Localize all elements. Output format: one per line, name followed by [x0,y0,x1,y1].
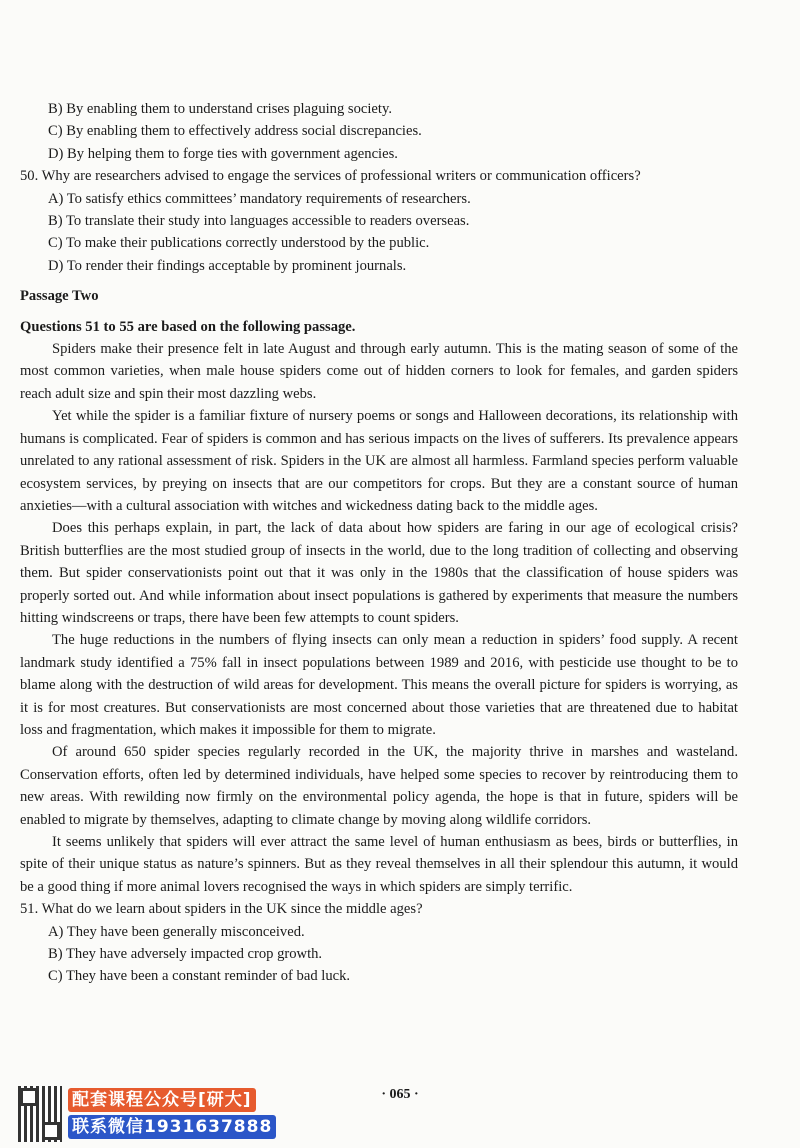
passage-paragraph: Of around 650 spider species regularly recorded in the UK, the majority thrive in marshes and wasteland. Conservation efforts, often led by determined individuals, have helped some species to recover by reintroducing them to new areas. With rewilding now firmly on the environmental policy agenda, the hope is that in future, spiders will be enabled to migrate by themselves, adapting to climate change by moving along wildlife corridors. [20,744,738,828]
passage-paragraph: The huge reductions in the numbers of flying insects can only mean a reduction in spiders’ food supply. A recent landmark study identified a 75% fall in insect populations between 1989 and 2016, with pesticide use thought to be to blame along with the destruction of wild areas for development. This means the overall picture for spiders is worrying, as it is for most creatures. But conservationists are most concerned about those varieties that are threatened due to habitat loss and fragmentation, which makes it impossible for them to migrate. [20,632,738,738]
passage-paragraph: Does this perhaps explain, in part, the lack of data about how spiders are faring in our age of ecological crisis? British butterflies are the most studied group of insects in the world, due to the long tradition of collecting and observing them. But spider conservationists point out that it was only in the 1980s that the classification of house spiders was properly sorted out. And while information about insect populations is gathered by experiments that measure the numbers hitting windscreens or traps, there have been few attempts to count spiders. [20,520,738,626]
question-50-option-b: B) To translate their study into languages accessible to readers overseas. [48,213,470,230]
passage-paragraph: Spiders make their presence felt in late August and through early autumn. This is the mating season of some of the most common varieties, when male house spiders come out of hidden corners to look for females, and garden spiders reach adult size and spin their most dazzling webs. [20,341,738,402]
ad-line-course: 配套课程公众号[研大] [68,1088,256,1112]
question-50-stem: 50. Why are researchers advised to engage the services of professional writers or communication officers? [20,168,641,185]
page-content [20,98,738,988]
page-number: · 065 · [381,1087,419,1102]
prev-option-c: C) By enabling them to effectively address social discrepancies. [48,123,422,140]
ad-line-contact: 联系微信1931637888 [68,1115,276,1139]
question-51-stem: 51. What do we learn about spiders in the UK since the middle ages? [20,901,423,918]
question-51-option-c: C) They have been a constant reminder of bad luck. [48,968,351,985]
question-51-option-b: B) They have adversely impacted crop growth. [48,946,323,963]
question-50-option-a: A) To satisfy ethics committees’ mandatory requirements of researchers. [48,190,471,207]
passage-paragraph: It seems unlikely that spiders will ever attract the same level of human enthusiasm as bees, birds or butterflies, in spite of their unique status as nature’s spinners. But as they reveal themselves in all their splendour this autumn, it would be a good thing if more animal lovers recognised the ways in which spiders are simply terrific. [20,834,738,895]
question-50-option-d: D) To render their findings acceptable by prominent journals. [48,257,407,274]
passage-title: Passage Two [20,288,99,305]
prev-option-b: B) By enabling them to understand crises plaguing society. [48,101,392,117]
footer-ad-banner [18,1086,318,1142]
question-51-option-a: A) They have been generally misconceived. [48,923,305,940]
prev-option-d: D) By helping them to forge ties with government agencies. [48,145,398,162]
passage-paragraph: Yet while the spider is a familiar fixture of nursery poems or songs and Halloween decorations, its relationship with humans is complicated. Fear of spiders is common and has serious impacts on the lives of sufferers. Its prevalence appears unrelated to any rational assessment of risk. Spiders in the UK are almost all harmless. Farmland species perform valuable ecosystem services, by preying on insects that are our competitors for crops. But they are a constant source of human anxieties—with a cultural association with witches and wickedness dating back to the middle ages. [20,408,738,514]
passage-intro: Questions 51 to 55 are based on the following passage. [20,318,356,335]
qr-code-icon [18,1086,62,1142]
question-50-option-c: C) To make their publications correctly understood by the public. [48,235,430,252]
